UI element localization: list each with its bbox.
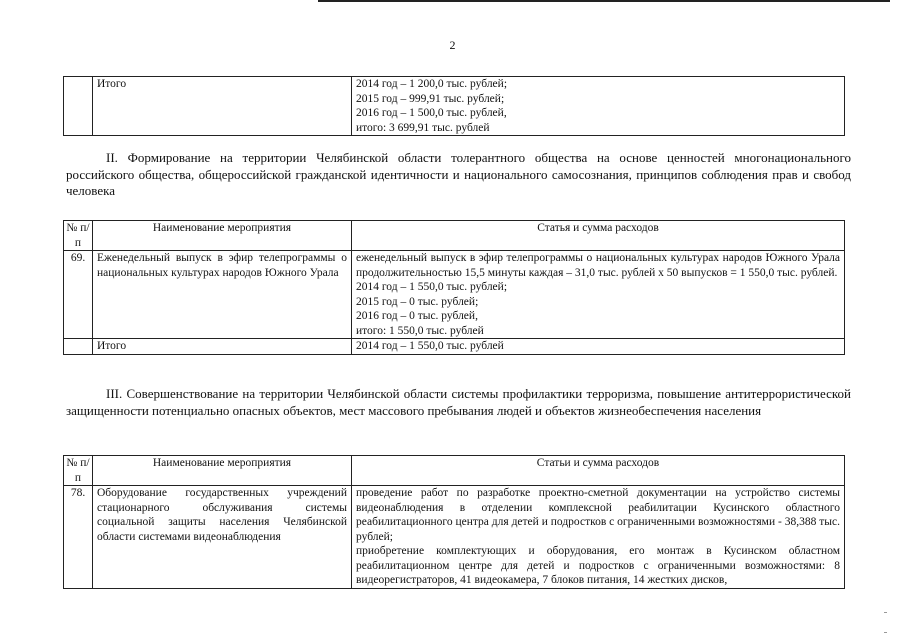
cost-details [352, 251, 845, 339]
amount-line: 2014 год – 1 550,0 тыс. рублей; [356, 281, 508, 293]
activity-name: Оборудование государственных учреждений стационарного обслуживания системы социальной защиты населения Челябинской области системами видеонаблюдения [93, 486, 352, 589]
amount-line: итого: 3 699,91 тыс. рублей [356, 121, 490, 134]
amount-line: 2016 год – 1 500,0 тыс. рублей, [356, 107, 507, 119]
col-name-header: Наименование мероприятия [93, 221, 352, 251]
margin-mark [884, 632, 887, 633]
amount-line: 2015 год – 999,91 тыс. рублей; [356, 92, 505, 105]
table-row [64, 77, 845, 136]
amount-line: итого: 1 550,0 тыс. рублей [356, 324, 484, 337]
col-cost-header: Статьи и сумма расходов [352, 456, 845, 486]
cost-paragraph: приобретение комплектующих и оборудования, его монтаж в Кусинском областном реабилитационном центре для детей и подростков с ограниченными возможностями: 8 видеорегистраторов, 41 видеокамера, 7 блоков питания, 14 жестких дисков, [356, 545, 840, 586]
section-3-heading: III. Совершенствование на территории Челябинской области системы профилактики терроризма, повышение антитеррористической защищенности потенциально опасных объектов, мест массового пребывания людей и объектов жизнеобеспечения населения [66, 386, 851, 418]
amount-line: 2016 год – 0 тыс. рублей, [356, 310, 478, 322]
activity-name: Еженедельный выпуск в эфир телепрограммы о национальных культурах народов Южного Урала [93, 251, 352, 339]
col-num-header: № п/п [64, 456, 93, 486]
table-header [64, 221, 845, 251]
table-section2 [63, 220, 845, 355]
col-cost-header: Статья и сумма расходов [352, 221, 845, 251]
row-number: 78. [64, 486, 93, 589]
total-label: Итого [93, 339, 352, 355]
table-row [64, 251, 845, 339]
total-value: 2014 год – 1 550,0 тыс. рублей [352, 339, 845, 355]
table-header [64, 456, 845, 486]
cost-details [352, 486, 845, 589]
margin-mark [884, 612, 887, 613]
col-name-header: Наименование мероприятия [93, 456, 352, 486]
cost-paragraph: проведение работ по разработке проектно-сметной документации на устройство системы видеонаблюдения в отделении комплексной реабилитации Кусинского областного реабилитационного центра для детей и подростков с ограниченными возможностями - 38,388 тыс. рублей; [356, 487, 840, 543]
total-amounts [352, 77, 845, 136]
amount-line: 2015 год – 0 тыс. рублей; [356, 295, 479, 308]
top-rule [318, 0, 890, 2]
amount-line: 2014 год – 1 200,0 тыс. рублей; [356, 78, 508, 90]
cost-text: еженедельный выпуск в эфир телепрограммы о национальных культурах народов Южного Урала продолжительностью 15,5 минуты каждая – 31,0 тыс. рублей х 50 выпусков = 1 550,0 тыс. рублей. [356, 252, 840, 279]
section-2-heading: II. Формирование на территории Челябинской области толерантного общества на основе ценностей многонационального российского общества, общероссийской гражданской идентичности и национального самосознания, принципов соблюдения прав и свобод человека [66, 150, 851, 198]
table-section3 [63, 455, 845, 589]
table-row-total [64, 339, 845, 355]
table-row [64, 486, 845, 589]
row-number: 69. [64, 251, 93, 339]
col-num-header: № п/п [64, 221, 93, 251]
total-label: Итого [93, 77, 352, 136]
table-section1-total [63, 76, 845, 136]
page-number: 2 [449, 38, 456, 52]
